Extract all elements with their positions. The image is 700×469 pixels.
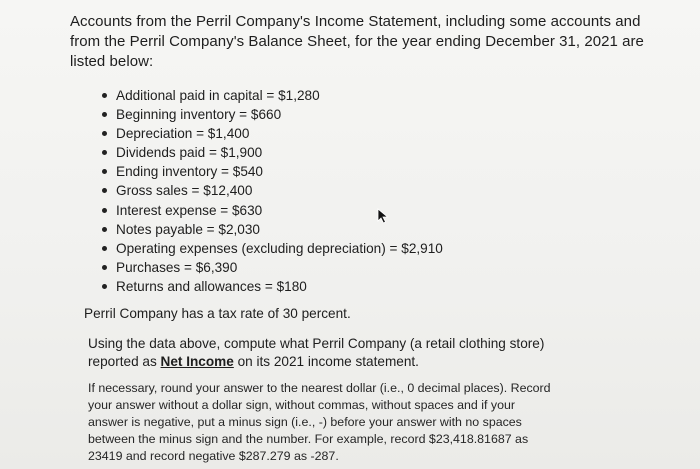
list-item: Additional paid in capital = $1,280: [100, 86, 443, 105]
tax-rate-text: Perril Company has a tax rate of 30 percent.: [84, 306, 351, 321]
account-list: [100, 86, 443, 296]
net-income-emphasis: Net Income: [160, 354, 234, 369]
list-item: Notes payable = $2,030: [100, 220, 443, 239]
list-item: Returns and allowances = $180: [100, 277, 443, 296]
intro-paragraph: Accounts from the Perril Company's Income Statement, including some accounts and from the Perril Company's Balance Sheet, for the year ending December 31, 2021 are listed below:: [70, 13, 644, 70]
answer-instructions: If necessary, round your answer to the nearest dollar (i.e., 0 decimal places). Record your answer without a dollar sign, without commas, without spaces and if your answer is negative, put a minus sign (i.e., -) before your answer with no spaces between the minus sign and the number. For example, record $23,418.81687 as 23419 and record negative $287.279 as -287.: [88, 381, 551, 463]
mouse-pointer-icon: [377, 208, 389, 224]
list-item: Beginning inventory = $660: [100, 105, 443, 124]
compute-text-end: on its 2021 income statement.: [233, 354, 419, 369]
compute-question: [88, 335, 588, 371]
list-item: Depreciation = $1,400: [100, 124, 443, 143]
compute-text-start: Using the data above, compute what Perril Company (a retail clothing store) reported as: [88, 336, 545, 369]
list-item: Purchases = $6,390: [100, 258, 443, 277]
list-item: Interest expense = $630: [100, 201, 443, 220]
list-item: Ending inventory = $540: [100, 162, 443, 181]
list-item: Dividends paid = $1,900: [100, 143, 443, 162]
list-item: Operating expenses (excluding depreciation) = $2,910: [100, 239, 443, 258]
list-item: Gross sales = $12,400: [100, 181, 443, 200]
